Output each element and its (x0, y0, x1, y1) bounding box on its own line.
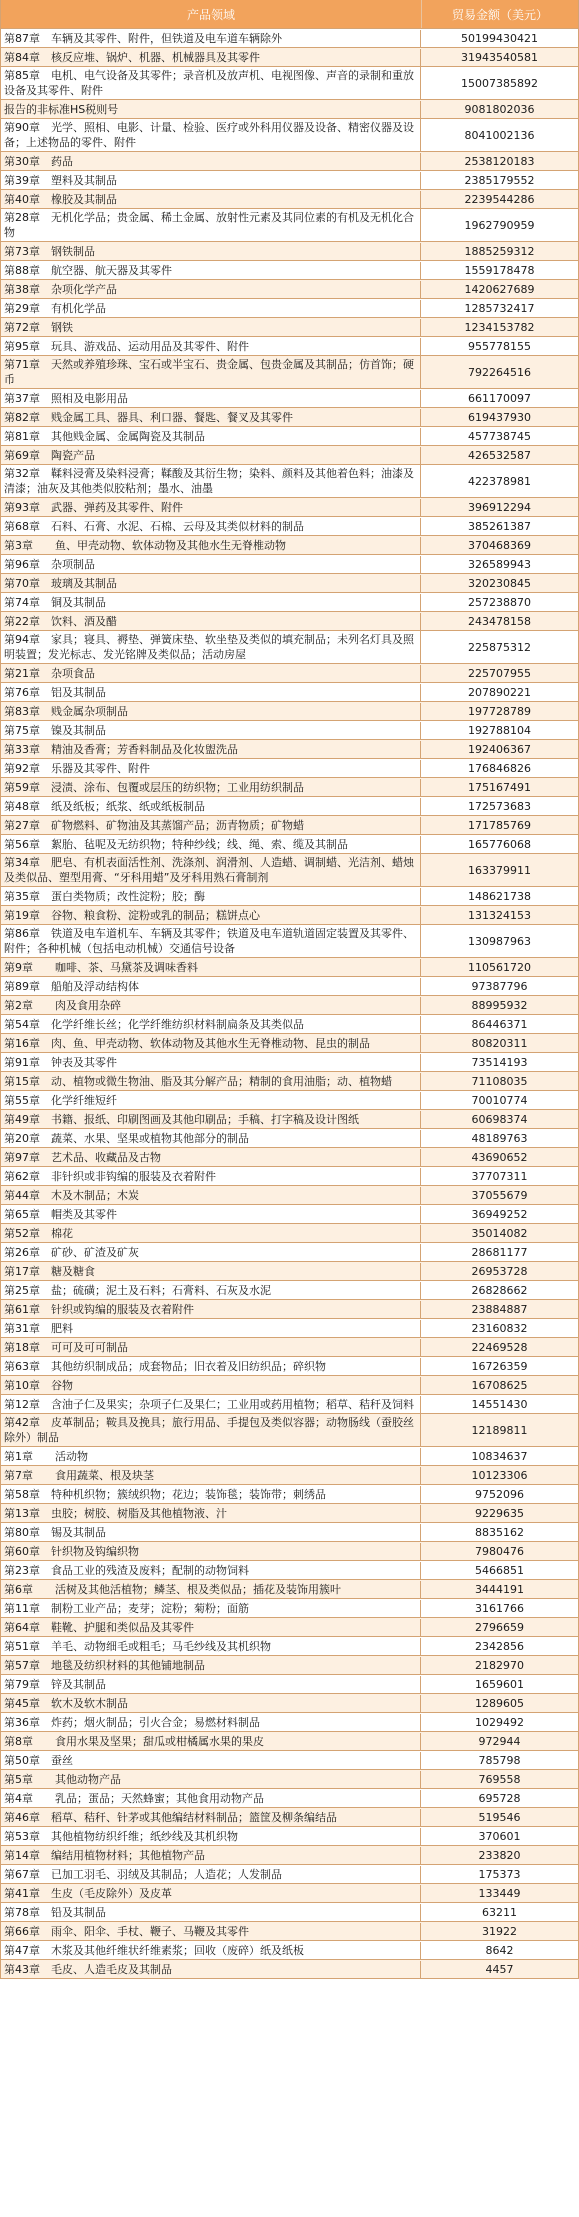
category-cell: 第64章 鞋靴、护腿和类似品及其零件 (1, 1619, 421, 1636)
amount-cell: 31922 (482, 1924, 517, 1938)
amount-cell: 661170097 (468, 391, 531, 405)
amount-cell: 15007385892 (461, 76, 538, 90)
category-cell: 第8章 食用水果及坚果；甜瓜或柑橘属水果的果皮 (1, 1733, 421, 1750)
table-row (1, 427, 578, 446)
amount-cell: 9752096 (475, 1487, 524, 1501)
category-cell: 第33章 精油及香膏；芳香料制品及化妆盥洗品 (1, 741, 421, 758)
amount-cell: 457738745 (468, 429, 531, 443)
table-body (1, 29, 578, 1979)
category-cell: 第54章 化学纤维长丝；化学纤维纺织材料制扁条及其类似品 (1, 1016, 421, 1033)
category-cell: 第57章 地毯及纺织材料的其他铺地制品 (1, 1657, 421, 1674)
amount-cell: 73514193 (471, 1055, 528, 1069)
category-cell: 第96章 杂项制品 (1, 556, 421, 573)
amount-cell: 23884887 (471, 1302, 528, 1316)
amount-cell: 2385179552 (464, 173, 535, 187)
amount-cell: 60698374 (471, 1112, 528, 1126)
amount-cell: 225875312 (468, 640, 531, 654)
category-cell: 第50章 蚕丝 (1, 1752, 421, 1769)
category-cell: 第40章 橡胶及其制品 (1, 191, 421, 208)
category-cell: 第3章 鱼、甲壳动物、软体动物及其他水生无脊椎动物 (1, 537, 421, 554)
table-row (1, 1053, 578, 1072)
table-row (1, 1300, 578, 1319)
table-row (1, 593, 578, 612)
category-cell: 第46章 稻草、秸秆、针茅或其他编结材料制品；篮筐及柳条编结品 (1, 1809, 421, 1826)
category-cell: 第30章 药品 (1, 153, 421, 170)
amount-cell: 175167491 (468, 780, 531, 794)
amount-cell: 176846826 (468, 761, 531, 775)
amount-cell: 370468369 (468, 538, 531, 552)
table-row (1, 1789, 578, 1808)
table-row (1, 318, 578, 337)
table-row (1, 887, 578, 906)
category-cell: 第85章 电机、电气设备及其零件；录音机及放声机、电视图像、声音的录制和重放设备及其零件、附件 (1, 67, 421, 99)
category-cell: 第58章 特种机织物；簇绒织物；花边；装饰毯；装饰带；刺绣品 (1, 1486, 421, 1503)
table-row (1, 1675, 578, 1694)
table-header (1, 0, 578, 29)
amount-cell: 243478158 (468, 614, 531, 628)
table-row (1, 465, 578, 498)
category-cell: 第92章 乐器及其零件、附件 (1, 760, 421, 777)
table-row (1, 1656, 578, 1675)
table-row (1, 1618, 578, 1637)
amount-cell: 422378981 (468, 474, 531, 488)
amount-cell: 37055679 (471, 1188, 528, 1202)
table-row (1, 356, 578, 389)
table-row (1, 664, 578, 683)
amount-cell: 172573683 (468, 799, 531, 813)
header-amount: 贸易金额（美元） (451, 7, 548, 22)
table-row (1, 1376, 578, 1395)
category-cell: 第71章 天然或养殖珍珠、宝石或半宝石、贵金属、包贵金属及其制品；仿首饰；硬币 (1, 356, 421, 388)
category-cell: 第60章 针织物及钩编织物 (1, 1543, 421, 1560)
amount-cell: 1559178478 (464, 263, 535, 277)
category-cell: 第7章 食用蔬菜、根及块茎 (1, 1467, 421, 1484)
category-cell: 第1章 活动物 (1, 1448, 421, 1465)
category-cell: 第13章 虫胶；树胶、树脂及其他植物液、汁 (1, 1505, 421, 1522)
amount-cell: 31943540581 (461, 50, 538, 64)
category-cell: 第88章 航空器、航天器及其零件 (1, 262, 421, 279)
category-cell: 第23章 食品工业的残渣及废料；配制的动物饲料 (1, 1562, 421, 1579)
amount-cell: 63211 (482, 1905, 517, 1919)
table-row (1, 1884, 578, 1903)
amount-cell: 12189811 (471, 1423, 528, 1437)
category-cell: 第94章 家具；寝具、褥垫、弹簧床垫、软坐垫及类似的填充制品；未列名灯具及照明装置；发光标志、发光铭牌及类似品；活动房屋 (1, 631, 421, 663)
amount-cell: 1885259312 (464, 244, 535, 258)
category-cell: 第75章 镍及其制品 (1, 722, 421, 739)
amount-cell: 70010774 (471, 1093, 528, 1107)
category-cell: 第20章 蔬菜、水果、坚果或植物其他部分的制品 (1, 1130, 421, 1147)
table-row (1, 389, 578, 408)
table-row (1, 1903, 578, 1922)
table-row (1, 1395, 578, 1414)
amount-cell: 2239544286 (464, 192, 535, 206)
table-row (1, 1827, 578, 1846)
table-row (1, 1091, 578, 1110)
amount-cell: 396912294 (468, 500, 531, 514)
amount-cell: 130987963 (468, 934, 531, 948)
table-row (1, 1694, 578, 1713)
amount-cell: 16708625 (471, 1378, 528, 1392)
amount-cell: 71108035 (471, 1074, 528, 1088)
category-cell: 第59章 浸渍、涂布、包覆或层压的纺织物；工业用纺织制品 (1, 779, 421, 796)
category-cell: 第19章 谷物、粮食粉、淀粉或乳的制品；糕饼点心 (1, 907, 421, 924)
amount-cell: 131324153 (468, 908, 531, 922)
table-row (1, 299, 578, 318)
category-cell: 第11章 制粉工业产品；麦芽；淀粉；菊粉；面筋 (1, 1600, 421, 1617)
category-cell: 第56章 絮胎、毡呢及无纺织物；特种纱线；线、绳、索、缆及其制品 (1, 836, 421, 853)
amount-cell: 43690652 (471, 1150, 528, 1164)
amount-cell: 37707311 (471, 1169, 528, 1183)
amount-cell: 426532587 (468, 448, 531, 462)
category-cell: 第48章 纸及纸板；纸浆、纸或纸板制品 (1, 798, 421, 815)
category-cell: 第2章 肉及食用杂碎 (1, 997, 421, 1014)
amount-cell: 1285732417 (464, 301, 535, 315)
table-row (1, 152, 578, 171)
table-row (1, 337, 578, 356)
amount-cell: 10123306 (471, 1468, 528, 1482)
table-row (1, 759, 578, 778)
table-row (1, 797, 578, 816)
table-row (1, 1542, 578, 1561)
amount-cell: 326589943 (468, 557, 531, 571)
amount-cell: 2538120183 (464, 154, 535, 168)
table-row (1, 906, 578, 925)
amount-cell: 1659601 (475, 1677, 524, 1691)
category-cell: 第61章 针织或钩编的服装及衣着附件 (1, 1301, 421, 1318)
category-cell: 第28章 无机化学品；贵金属、稀土金属、放射性元素及其同位素的有机及无机化合物 (1, 209, 421, 241)
amount-cell: 3161766 (475, 1601, 524, 1615)
category-cell: 第15章 动、植物或微生物油、脂及其分解产品；精制的食用油脂；动、植物蜡 (1, 1073, 421, 1090)
table-row (1, 1713, 578, 1732)
table-row (1, 1262, 578, 1281)
amount-cell: 370601 (478, 1829, 521, 1843)
table-row (1, 574, 578, 593)
amount-cell: 695728 (478, 1791, 521, 1805)
amount-cell: 8642 (485, 1943, 514, 1957)
category-cell: 第72章 钢铁 (1, 319, 421, 336)
table-row (1, 1865, 578, 1884)
table-row (1, 1846, 578, 1865)
amount-cell: 14551430 (471, 1397, 528, 1411)
category-cell: 第26章 矿砂、矿渣及矿灰 (1, 1244, 421, 1261)
category-cell: 第65章 帽类及其零件 (1, 1206, 421, 1223)
header-category: 产品领域 (1, 0, 422, 28)
category-cell: 第9章 咖啡、茶、马黛茶及调味香料 (1, 959, 421, 976)
table-row (1, 48, 578, 67)
category-cell: 第81章 其他贱金属、金属陶瓷及其制品 (1, 428, 421, 445)
table-row (1, 631, 578, 664)
table-row (1, 1015, 578, 1034)
amount-cell: 4457 (485, 1962, 514, 1976)
category-cell: 第27章 矿物燃料、矿物油及其蒸馏产品；沥青物质；矿物蜡 (1, 817, 421, 834)
amount-cell: 192406367 (468, 742, 531, 756)
amount-cell: 36949252 (471, 1207, 528, 1221)
category-cell: 第69章 陶瓷产品 (1, 447, 421, 464)
category-cell: 第62章 非针织或非钩编的服装及衣着附件 (1, 1168, 421, 1185)
amount-cell: 197728789 (468, 704, 531, 718)
table-row (1, 977, 578, 996)
category-cell: 第74章 铜及其制品 (1, 594, 421, 611)
table-row (1, 67, 578, 100)
category-cell: 第51章 羊毛、动物细毛或粗毛；马毛纱线及其机织物 (1, 1638, 421, 1655)
amount-cell: 792264516 (468, 365, 531, 379)
amount-cell: 1289605 (475, 1696, 524, 1710)
table-row (1, 1561, 578, 1580)
category-cell: 第44章 木及木制品；木炭 (1, 1187, 421, 1204)
category-cell: 第42章 皮革制品；鞍具及挽具；旅行用品、手提包及类似容器；动物肠线（蚕胶丝除外）制品 (1, 1414, 421, 1446)
amount-cell: 385261387 (468, 519, 531, 533)
category-cell: 第22章 饮料、酒及醋 (1, 613, 421, 630)
table-row (1, 1148, 578, 1167)
category-cell: 第53章 其他植物纺织纤维；纸纱线及其机织物 (1, 1828, 421, 1845)
category-cell: 第32章 鞣料浸膏及染料浸膏；鞣酸及其衍生物；染料、颜料及其他着色料；油漆及清漆；油灰及其他类似胶粘剂；墨水、油墨 (1, 465, 421, 497)
table-row (1, 958, 578, 977)
amount-cell: 1420627689 (464, 282, 535, 296)
amount-cell: 9081802036 (464, 102, 535, 116)
table-row (1, 1186, 578, 1205)
amount-cell: 519546 (478, 1810, 521, 1824)
amount-cell: 233820 (478, 1848, 521, 1862)
amount-cell: 1234153782 (464, 320, 535, 334)
table-row (1, 261, 578, 280)
amount-cell: 10834637 (471, 1449, 528, 1463)
table-row (1, 1960, 578, 1979)
table-row (1, 1110, 578, 1129)
table-row (1, 100, 578, 119)
amount-cell: 110561720 (468, 960, 531, 974)
amount-cell: 769558 (478, 1772, 521, 1786)
table-row (1, 1523, 578, 1542)
table-row (1, 1580, 578, 1599)
amount-cell: 7980476 (475, 1544, 524, 1558)
amount-cell: 148621738 (468, 889, 531, 903)
amount-cell: 28681177 (471, 1245, 528, 1259)
category-cell: 报告的非标准HS税则号 (1, 101, 421, 118)
table-row (1, 1167, 578, 1186)
category-cell: 第47章 木浆及其他纤维状纤维素浆；回收（废碎）纸及纸板 (1, 1942, 421, 1959)
amount-cell: 22469528 (471, 1340, 528, 1354)
table-row (1, 536, 578, 555)
category-cell: 第29章 有机化学品 (1, 300, 421, 317)
category-cell: 第14章 编结用植物材料；其他植物产品 (1, 1847, 421, 1864)
amount-cell: 1962790959 (464, 218, 535, 232)
category-cell: 第55章 化学纤维短纤 (1, 1092, 421, 1109)
category-cell: 第90章 光学、照相、电影、计量、检验、医疗或外科用仪器及设备、精密仪器及设备；上述物品的零件、附件 (1, 119, 421, 151)
category-cell: 第21章 杂项食品 (1, 665, 421, 682)
table-row (1, 1466, 578, 1485)
table-row (1, 1243, 578, 1262)
amount-cell: 26953728 (471, 1264, 528, 1278)
category-cell: 第49章 书籍、报纸、印刷图画及其他印刷品；手稿、打字稿及设计图纸 (1, 1111, 421, 1128)
table-row (1, 1770, 578, 1789)
amount-cell: 619437930 (468, 410, 531, 424)
table-row (1, 1319, 578, 1338)
amount-cell: 133449 (478, 1886, 521, 1900)
amount-cell: 8835162 (475, 1525, 524, 1539)
category-cell: 第82章 贱金属工具、器具、利口器、餐匙、餐叉及其零件 (1, 409, 421, 426)
amount-cell: 257238870 (468, 595, 531, 609)
category-cell: 第86章 铁道及电车道机车、车辆及其零件；铁道及电车道轨道固定装置及其零件、附件；各种机械（包括电动机械）交通信号设备 (1, 925, 421, 957)
amount-cell: 80820311 (471, 1036, 528, 1050)
category-cell: 第67章 已加工羽毛、羽绒及其制品；人造花；人发制品 (1, 1866, 421, 1883)
category-cell: 第5章 其他动物产品 (1, 1771, 421, 1788)
category-cell: 第25章 盐；硫磺；泥土及石料；石膏料、石灰及水泥 (1, 1282, 421, 1299)
table-row (1, 1414, 578, 1447)
table-row (1, 1205, 578, 1224)
amount-cell: 171785769 (468, 818, 531, 832)
category-cell: 第38章 杂项化学产品 (1, 281, 421, 298)
table-row (1, 1034, 578, 1053)
amount-cell: 972944 (478, 1734, 521, 1748)
table-row (1, 702, 578, 721)
table-row (1, 1447, 578, 1466)
amount-cell: 35014082 (471, 1226, 528, 1240)
category-cell: 第93章 武器、弹药及其零件、附件 (1, 499, 421, 516)
table-row (1, 996, 578, 1015)
category-cell: 第66章 雨伞、阳伞、手杖、鞭子、马鞭及其零件 (1, 1923, 421, 1940)
category-cell: 第34章 肥皂、有机表面活性剂、洗涤剂、润滑剂、人造蜡、调制蜡、光洁剂、蜡烛及类似品、塑型用膏、“牙科用蜡”及牙科用熟石膏制剂 (1, 854, 421, 886)
table-row (1, 816, 578, 835)
category-cell: 第68章 石料、石膏、水泥、石棉、云母及其类似材料的制品 (1, 518, 421, 535)
table-row (1, 498, 578, 517)
amount-cell: 2182970 (475, 1658, 524, 1672)
table-row (1, 1072, 578, 1091)
table-row (1, 190, 578, 209)
amount-cell: 320230845 (468, 576, 531, 590)
category-cell: 第31章 肥料 (1, 1320, 421, 1337)
category-cell: 第78章 铅及其制品 (1, 1904, 421, 1921)
amount-cell: 955778155 (468, 339, 531, 353)
amount-cell: 5466851 (475, 1563, 524, 1577)
amount-cell: 192788104 (468, 723, 531, 737)
amount-cell: 8041002136 (464, 128, 535, 142)
category-cell: 第6章 活树及其他活植物；鳞茎、根及类似品；插花及装饰用簇叶 (1, 1581, 421, 1598)
amount-cell: 88995932 (471, 998, 528, 1012)
amount-cell: 23160832 (471, 1321, 528, 1335)
category-cell: 第83章 贱金属杂项制品 (1, 703, 421, 720)
amount-cell: 225707955 (468, 666, 531, 680)
category-cell: 第18章 可可及可可制品 (1, 1339, 421, 1356)
table-row (1, 242, 578, 261)
table-row (1, 925, 578, 958)
category-cell: 第87章 车辆及其零件、附件，但铁道及电车道车辆除外 (1, 30, 421, 47)
amount-cell: 97387796 (471, 979, 528, 993)
category-cell: 第63章 其他纺织制成品；成套物品；旧衣着及旧纺织品；碎织物 (1, 1358, 421, 1375)
amount-cell: 785798 (478, 1753, 521, 1767)
table-row (1, 408, 578, 427)
category-cell: 第84章 核反应堆、锅炉、机器、机械器具及其零件 (1, 49, 421, 66)
table-row (1, 1732, 578, 1751)
table-row (1, 1922, 578, 1941)
table-row (1, 446, 578, 465)
category-cell: 第70章 玻璃及其制品 (1, 575, 421, 592)
table-row (1, 555, 578, 574)
category-cell: 第95章 玩具、游戏品、运动用品及其零件、附件 (1, 338, 421, 355)
category-cell: 第37章 照相及电影用品 (1, 390, 421, 407)
table-row (1, 835, 578, 854)
category-cell: 第12章 含油子仁及果实；杂项子仁及果仁；工业用或药用植物；稻草、秸秆及饲料 (1, 1396, 421, 1413)
table-row (1, 721, 578, 740)
table-row (1, 280, 578, 299)
amount-cell: 1029492 (475, 1715, 524, 1729)
table-row (1, 612, 578, 631)
category-cell: 第36章 炸药；烟火制品；引火合金；易燃材料制品 (1, 1714, 421, 1731)
table-row (1, 854, 578, 887)
category-cell: 第52章 棉花 (1, 1225, 421, 1242)
amount-cell: 207890221 (468, 685, 531, 699)
category-cell: 第80章 锡及其制品 (1, 1524, 421, 1541)
table-row (1, 171, 578, 190)
table-row (1, 1338, 578, 1357)
table-row (1, 1129, 578, 1148)
category-cell: 第89章 船舶及浮动结构体 (1, 978, 421, 995)
category-cell: 第41章 生皮（毛皮除外）及皮革 (1, 1885, 421, 1902)
amount-cell: 2796659 (475, 1620, 524, 1634)
table-row (1, 1281, 578, 1300)
table-row (1, 1357, 578, 1376)
table-row (1, 778, 578, 797)
table-row (1, 1941, 578, 1960)
amount-cell: 163379911 (468, 863, 531, 877)
category-cell: 第45章 软木及软木制品 (1, 1695, 421, 1712)
category-cell: 第79章 锌及其制品 (1, 1676, 421, 1693)
category-cell: 第16章 肉、鱼、甲壳动物、软体动物及其他水生无脊椎动物、昆虫的制品 (1, 1035, 421, 1052)
amount-cell: 26828662 (471, 1283, 528, 1297)
category-cell: 第91章 钟表及其零件 (1, 1054, 421, 1071)
table-row (1, 1504, 578, 1523)
category-cell: 第17章 糖及糖食 (1, 1263, 421, 1280)
table-row (1, 1599, 578, 1618)
category-cell: 第97章 艺术品、收藏品及古物 (1, 1149, 421, 1166)
table-row (1, 1485, 578, 1504)
category-cell: 第43章 毛皮、人造毛皮及其制品 (1, 1961, 421, 1978)
category-cell: 第76章 铝及其制品 (1, 684, 421, 701)
amount-cell: 86446371 (471, 1017, 528, 1031)
category-cell: 第39章 塑料及其制品 (1, 172, 421, 189)
category-cell: 第73章 钢铁制品 (1, 243, 421, 260)
category-cell: 第35章 蛋白类物质；改性淀粉；胶；酶 (1, 888, 421, 905)
category-cell: 第4章 乳品；蛋品；天然蜂蜜；其他食用动物产品 (1, 1790, 421, 1807)
table-row (1, 740, 578, 759)
amount-cell: 175373 (478, 1867, 521, 1881)
table-row (1, 119, 578, 152)
table-row (1, 1637, 578, 1656)
amount-cell: 3444191 (475, 1582, 524, 1596)
amount-cell: 165776068 (468, 837, 531, 851)
amount-cell: 9229635 (475, 1506, 524, 1520)
table-row (1, 209, 578, 242)
table-row (1, 1224, 578, 1243)
table-row (1, 29, 578, 48)
amount-cell: 48189763 (471, 1131, 528, 1145)
amount-cell: 2342856 (475, 1639, 524, 1653)
table-row (1, 1808, 578, 1827)
table-row (1, 1751, 578, 1770)
table-row (1, 517, 578, 536)
amount-cell: 16726359 (471, 1359, 528, 1373)
amount-cell: 50199430421 (461, 31, 538, 45)
table-row (1, 683, 578, 702)
category-cell: 第10章 谷物 (1, 1377, 421, 1394)
